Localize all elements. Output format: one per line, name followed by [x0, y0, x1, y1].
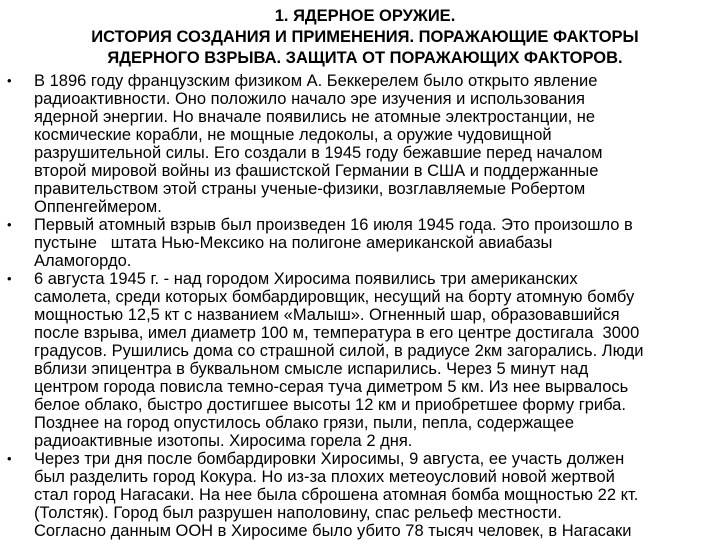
paragraph-hiroshima — [0, 270, 720, 450]
bullet-icon: • — [7, 73, 12, 88]
title-line: ИСТОРИЯ СОЗДАНИЯ И ПРИМЕНЕНИЯ. ПОРАЖАЮЩИЕ ФАКТОРЫ — [91, 28, 639, 46]
text-line: центром города повисла темно-серая туча диметром 5 км. Из нее вырвалось — [34, 378, 629, 396]
paragraph-nagasaki — [0, 450, 720, 540]
slide-title — [40, 6, 690, 69]
text-line: (Толстяк). Город был разрушен наполовину, спас рельеф местности. — [34, 504, 562, 522]
text-line: стал город Нагасаки. На нее была сброшена атомная бомба мощностью 22 кт. — [34, 486, 639, 504]
text-line: правительством этой страны ученые-физики, возглавляемые Робертом — [34, 180, 586, 198]
text-line: Первый атомный взрыв был произведен 16 июля 1945 года. Это произошло в — [34, 216, 633, 234]
text-line: пустыне штата Нью-Мексико на полигоне американской авиабазы — [34, 234, 553, 252]
bullet-list — [0, 72, 720, 540]
text-line: Оппенгеймером. — [34, 198, 162, 216]
text-line: разрушительной силы. Его создали в 1945 году бежавшие перед началом — [34, 144, 603, 162]
paragraph-text — [34, 270, 720, 450]
text-line: В 1896 году французским физиком А. Беккерелем было открыто явление — [34, 72, 598, 90]
text-line: после взрыва, имел диаметр 100 м, температура в его центре достигала 3000 — [34, 324, 640, 342]
text-line: был разделить город Кокура. Но из-за плохих метеоусловий новой жертвой — [34, 468, 615, 486]
bullet-icon: • — [7, 217, 12, 232]
text-line: радиоактивные изотопы. Хиросима горела 2 дня. — [34, 432, 413, 450]
paragraph-becquerel — [0, 72, 720, 216]
text-line: Позднее на город опустилось облако грязи, пыли, пепла, содержащее — [34, 414, 575, 432]
title-line: 1. ЯДЕРНОЕ ОРУЖИЕ. — [274, 7, 456, 25]
text-line: Аламогордо. — [34, 252, 132, 270]
paragraph-text — [34, 450, 720, 540]
text-line: самолета, среди которых бомбардировщик, несущий на борту атомную бомбу — [34, 288, 635, 306]
paragraph-first-explosion — [0, 216, 720, 270]
paragraph-text — [34, 216, 720, 270]
bullet-icon: • — [7, 271, 12, 286]
text-line: космические корабли, не мощные ледоколы, а оружие чудовищной — [34, 126, 552, 144]
text-line: вблизи эпицентра в буквальном смысле испарились. Через 5 минут над — [34, 360, 589, 378]
text-line: 6 августа 1945 г. - над городом Хиросима появились три американских — [34, 270, 578, 288]
text-line: мощностью 12,5 кт с названием «Малыш». Огненный шар, образовавшийся — [34, 306, 620, 324]
text-line: ядерной энергии. Но вначале появились не атомные электростанции, не — [34, 108, 596, 126]
text-line: второй мировой войны из фашистской Германии в США и поддержанные — [34, 162, 599, 180]
text-line: белое облако, быстро достигшее высоты 12 км и приобретшее форму гриба. — [34, 396, 626, 414]
bullet-icon: • — [7, 451, 12, 466]
text-line: Через три дня после бомбардировки Хиросимы, 9 августа, ее участь должен — [34, 450, 625, 468]
title-line: ЯДЕРНОГО ВЗРЫВА. ЗАЩИТА ОТ ПОРАЖАЮЩИХ ФАКТОРОВ. — [107, 49, 623, 67]
text-line: Согласно данным ООН в Хиросиме было убито 78 тысяч человек, в Нагасаки — [34, 522, 632, 540]
text-line: радиоактивности. Оно положило начало эре изучения и использования — [34, 90, 585, 108]
text-line: градусов. Рушились дома со страшной силой, в радиусе 2км загорались. Люди — [34, 342, 644, 360]
paragraph-text — [34, 72, 720, 216]
